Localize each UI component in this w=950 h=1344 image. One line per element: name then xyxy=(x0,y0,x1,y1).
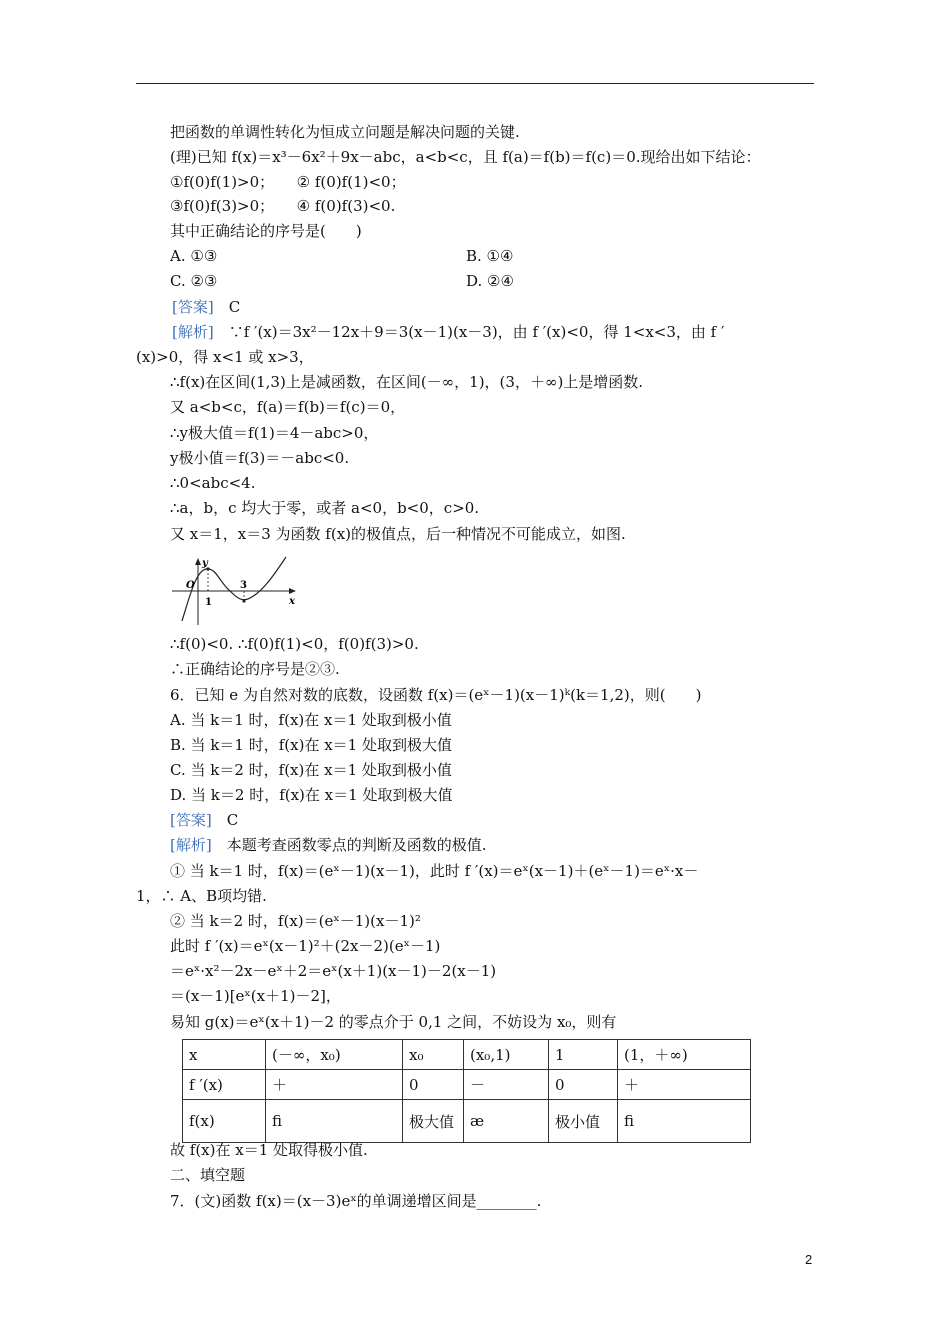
line-text: ∴f(x)在区间(1,3)上是减函数，在区间(－∞，1)，(3，＋∞)上是增函数. xyxy=(170,373,644,391)
table-cell: 1 xyxy=(549,1040,618,1070)
text-line xyxy=(170,196,395,216)
line-text: (x)>0，得 x<1 或 x>3， xyxy=(136,348,314,366)
section-tag: [解析] xyxy=(172,323,214,341)
table-cell: æ xyxy=(464,1100,549,1143)
page-number: 2 xyxy=(805,1252,813,1267)
line-text: ∴y极大值＝f(1)＝4－abc>0， xyxy=(170,424,379,442)
table-cell: － xyxy=(464,1070,549,1100)
tick-label-3: 3 xyxy=(240,580,247,591)
table-cell: ＋ xyxy=(618,1070,751,1100)
option-right: B. ①④ xyxy=(466,247,514,265)
table-cell: ﬁ xyxy=(618,1100,751,1143)
line-text: (理)已知 f(x)＝x³－6x²＋9x－abc，a<b<c，且 f(a)＝f(b)＝f(c)＝0.现给出如下结论： xyxy=(170,148,761,166)
line-text: 本题考查函数零点的判断及函数的极值. xyxy=(211,836,487,854)
text-line xyxy=(170,861,698,881)
table-cell: 0 xyxy=(403,1070,464,1100)
header-rule xyxy=(136,83,814,84)
table-row xyxy=(183,1070,751,1100)
section-tag: [答案] xyxy=(172,298,214,316)
line-text: ＝eˣ·x²－2x－eˣ＋2＝eˣ(x＋1)(x－1)－2(x－1) xyxy=(170,962,497,980)
x-axis-label: x xyxy=(289,596,295,607)
text-line xyxy=(170,936,440,956)
table-cell: 极小值 xyxy=(549,1100,618,1143)
table-cell: x xyxy=(183,1040,266,1070)
text-line xyxy=(170,246,217,266)
text-line xyxy=(170,810,238,830)
table-row xyxy=(183,1100,751,1143)
line-text: C xyxy=(211,811,239,829)
table-cell: ﬁ xyxy=(266,1100,403,1143)
text-line xyxy=(170,1191,541,1211)
text-line xyxy=(170,122,520,142)
table-cell: x₀ xyxy=(403,1040,464,1070)
line-text: 易知 g(x)＝eˣ(x＋1)－2 的零点介于 0,1 之间，不妨设为 x₀，则有 xyxy=(170,1013,617,1031)
table-cell: (x₀,1) xyxy=(464,1040,549,1070)
text-line xyxy=(170,685,701,705)
text-line xyxy=(136,347,314,367)
line-text: ∴0<abc<4. xyxy=(170,474,256,492)
line-text: A. 当 k＝1 时，f(x)在 x＝1 处取到极小值 xyxy=(170,711,452,729)
text-line xyxy=(170,785,452,805)
text-line xyxy=(170,835,487,855)
line-text: ∴a，b，c 均大于零，或者 a<0，b<0，c>0. xyxy=(170,499,480,517)
line-text: 把函数的单调性转化为恒成立问题是解决问题的关键. xyxy=(170,123,520,141)
text-line xyxy=(170,735,452,755)
text-line xyxy=(170,961,496,981)
y-axis-label: y xyxy=(202,558,208,569)
cubic-graph-figure xyxy=(168,555,300,627)
line-text: 其中正确结论的序号是( ) xyxy=(170,222,362,240)
section-tag: [解析] xyxy=(170,836,212,854)
text-line xyxy=(170,710,452,730)
origin-label: O xyxy=(186,580,195,591)
line-text: C. ②③ xyxy=(170,272,218,290)
text-line xyxy=(170,659,340,679)
table-cell: (－∞，x₀) xyxy=(266,1040,403,1070)
line-text: ∴正确结论的序号是②③. xyxy=(170,660,340,678)
line-text: ① 当 k＝1 时，f(x)＝(eˣ－1)(x－1)，此时 f ′(x)＝eˣ(x－1)＋(eˣ－1)＝eˣ·x－ xyxy=(170,862,699,880)
line-text: B. 当 k＝1 时，f(x)在 x＝1 处取到极大值 xyxy=(170,736,452,754)
text-line xyxy=(170,524,626,544)
text-line xyxy=(170,1165,245,1185)
line-text: ② 当 k＝2 时，f(x)＝(eˣ－1)(x－1)² xyxy=(170,912,421,930)
text-line xyxy=(136,886,267,906)
text-line xyxy=(170,271,217,291)
line-text: 6．已知 e 为自然对数的底数，设函数 f(x)＝(eˣ－1)(x－1)ᵏ(k＝1,2)，则( ) xyxy=(170,686,702,704)
text-line xyxy=(172,297,240,317)
text-line xyxy=(170,147,761,167)
text-line xyxy=(170,1140,368,1160)
tick-label-1: 1 xyxy=(205,597,212,608)
table-cell: 极大值 xyxy=(403,1100,464,1143)
line-text: 7．(文)函数 f(x)＝(x－3)eˣ的单调递增区间是________. xyxy=(170,1192,542,1210)
table-cell: 0 xyxy=(549,1070,618,1100)
line-text: ∴f(0)<0. ∴f(0)f(1)<0，f(0)f(3)>0. xyxy=(170,635,419,653)
text-line xyxy=(170,1012,616,1032)
text-line xyxy=(170,498,479,518)
table-cell: ＋ xyxy=(266,1070,403,1100)
text-line xyxy=(170,448,349,468)
line-text: ∵f ′(x)＝3x²－12x＋9＝3(x－1)(x－3)，由 f ′(x)<0，得 1<x<3，由 f ′ xyxy=(213,323,725,341)
text-line xyxy=(170,172,406,192)
line-text: 二、填空题 xyxy=(170,1166,246,1184)
line-text: 又 a<b<c，f(a)＝f(b)＝f(c)＝0， xyxy=(170,398,406,416)
line-text: D. 当 k＝2 时，f(x)在 x＝1 处取到极大值 xyxy=(170,786,453,804)
line-text: C xyxy=(213,298,241,316)
line-text: A. ①③ xyxy=(170,247,218,265)
table-cell: (1，＋∞) xyxy=(618,1040,751,1070)
line-text: 1，∴ A、B项均错. xyxy=(136,887,267,905)
sign-table xyxy=(182,1039,751,1143)
text-line xyxy=(170,986,341,1006)
text-line xyxy=(172,322,724,342)
line-text: ＝(x－1)[eˣ(x＋1)－2]， xyxy=(170,987,341,1005)
text-line xyxy=(170,473,255,493)
line-text: 又 x＝1，x＝3 为函数 f(x)的极值点，后一种情况不可能成立，如图. xyxy=(170,525,626,543)
line-text: y极小值＝f(3)＝－abc<0. xyxy=(170,449,350,467)
line-text: ③f(0)f(3)>0； ④ f(0)f(3)<0. xyxy=(170,197,396,215)
text-line xyxy=(170,423,378,443)
table-cell: f ′(x) xyxy=(183,1070,266,1100)
text-line xyxy=(170,911,421,931)
text-line xyxy=(170,760,452,780)
line-text: 此时 f ′(x)＝eˣ(x－1)²＋(2x－2)(eˣ－1) xyxy=(170,937,441,955)
table-cell: f(x) xyxy=(183,1100,266,1143)
text-line xyxy=(170,397,405,417)
line-text: ①f(0)f(1)>0； ② f(0)f(1)<0； xyxy=(170,173,406,191)
option-right: D. ②④ xyxy=(466,272,514,290)
section-tag: [答案] xyxy=(170,811,212,829)
line-text: 故 f(x)在 x＝1 处取得极小值. xyxy=(170,1141,368,1159)
text-line xyxy=(170,634,419,654)
line-text: C. 当 k＝2 时，f(x)在 x＝1 处取到极小值 xyxy=(170,761,452,779)
table-row xyxy=(183,1040,751,1070)
text-line xyxy=(170,372,643,392)
text-line xyxy=(170,221,362,241)
